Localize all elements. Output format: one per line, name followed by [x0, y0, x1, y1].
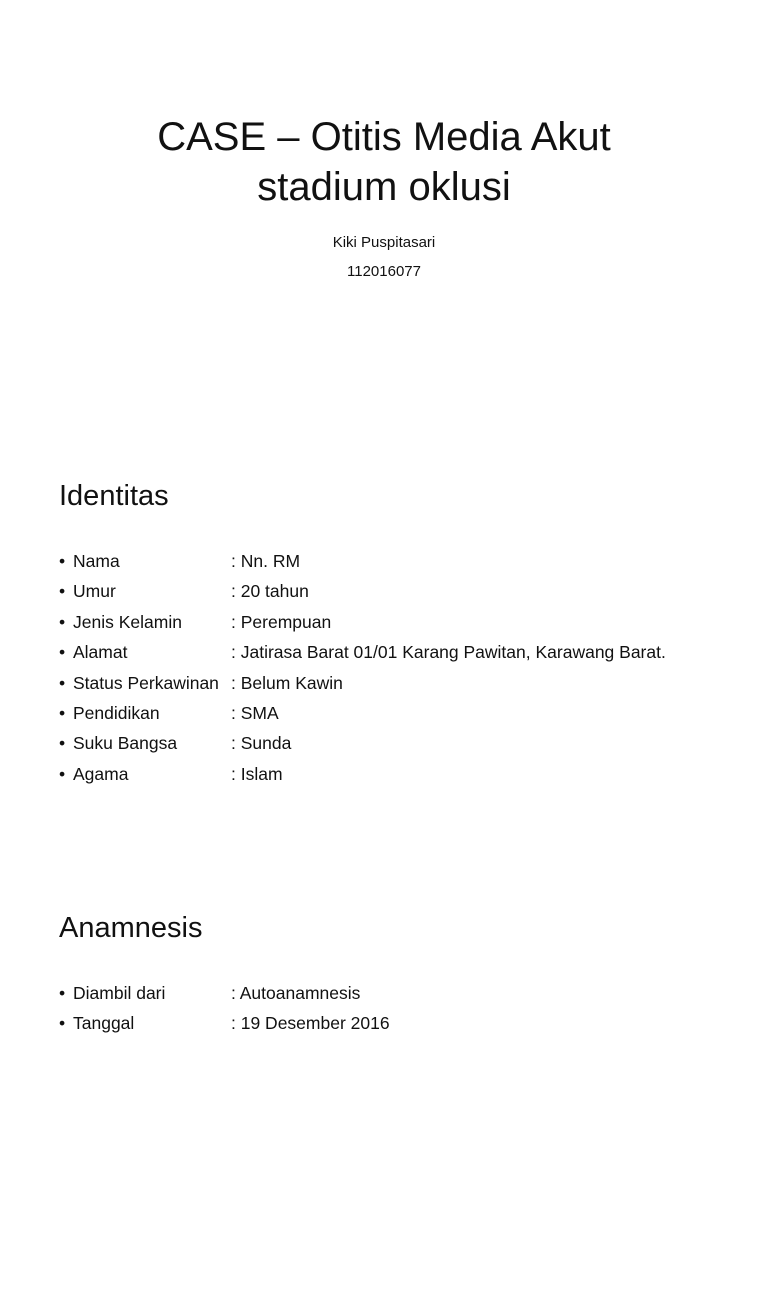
field-label: Nama: [73, 551, 120, 571]
field-label: Tanggal: [73, 1013, 135, 1034]
bullet: •: [59, 1013, 66, 1034]
bullet: •: [59, 733, 66, 754]
field-label: Suku Bangsa: [73, 733, 178, 754]
identitas-heading: Identitas: [59, 480, 169, 512]
field-value: : SMA: [231, 702, 279, 723]
field-label: Diambil dari: [73, 983, 166, 1003]
field-value: : Autoanamnesis: [231, 983, 361, 1003]
anamnesis-slide: [0, 864, 768, 1296]
author-name: Kiki Puspitasari: [332, 234, 436, 251]
bullet: •: [59, 672, 66, 693]
slide-subtitle: [0, 228, 768, 286]
field-value: : Belum Kawin: [231, 672, 343, 693]
bullet: •: [59, 983, 66, 1003]
bullet: •: [59, 551, 66, 571]
field-value: : Jatirasa Barat 01/01 Karang Pawitan, Karawang Barat.: [231, 642, 666, 663]
field-value: : 19 Desember 2016: [231, 1013, 390, 1034]
field-value: : Nn. RM: [231, 551, 301, 571]
slide-title-line-2: stadium oklusi: [257, 165, 511, 209]
slide-title: [0, 112, 768, 212]
field-label: Agama: [73, 763, 129, 784]
field-value: : Islam: [231, 763, 283, 784]
slide-title-line-1: CASE – Otitis Media Akut: [157, 115, 611, 159]
field-value: : 20 tahun: [231, 581, 309, 602]
bullet: •: [59, 642, 66, 663]
bullet: •: [59, 763, 66, 784]
field-label: Status Perkawinan: [73, 672, 219, 693]
bullet: •: [59, 702, 66, 723]
student-id: 112016077: [347, 263, 421, 280]
anamnesis-heading: Anamnesis: [59, 912, 203, 944]
identitas-slide: [0, 432, 768, 864]
field-label: Alamat: [73, 642, 128, 663]
bullet: •: [59, 611, 66, 632]
field-label: Umur: [73, 581, 116, 602]
field-label: Pendidikan: [73, 702, 160, 723]
field-value: : Perempuan: [231, 611, 332, 632]
bullet: •: [59, 581, 66, 602]
title-slide: [0, 0, 768, 432]
field-value: : Sunda: [231, 733, 292, 754]
field-label: Jenis Kelamin: [73, 611, 182, 632]
